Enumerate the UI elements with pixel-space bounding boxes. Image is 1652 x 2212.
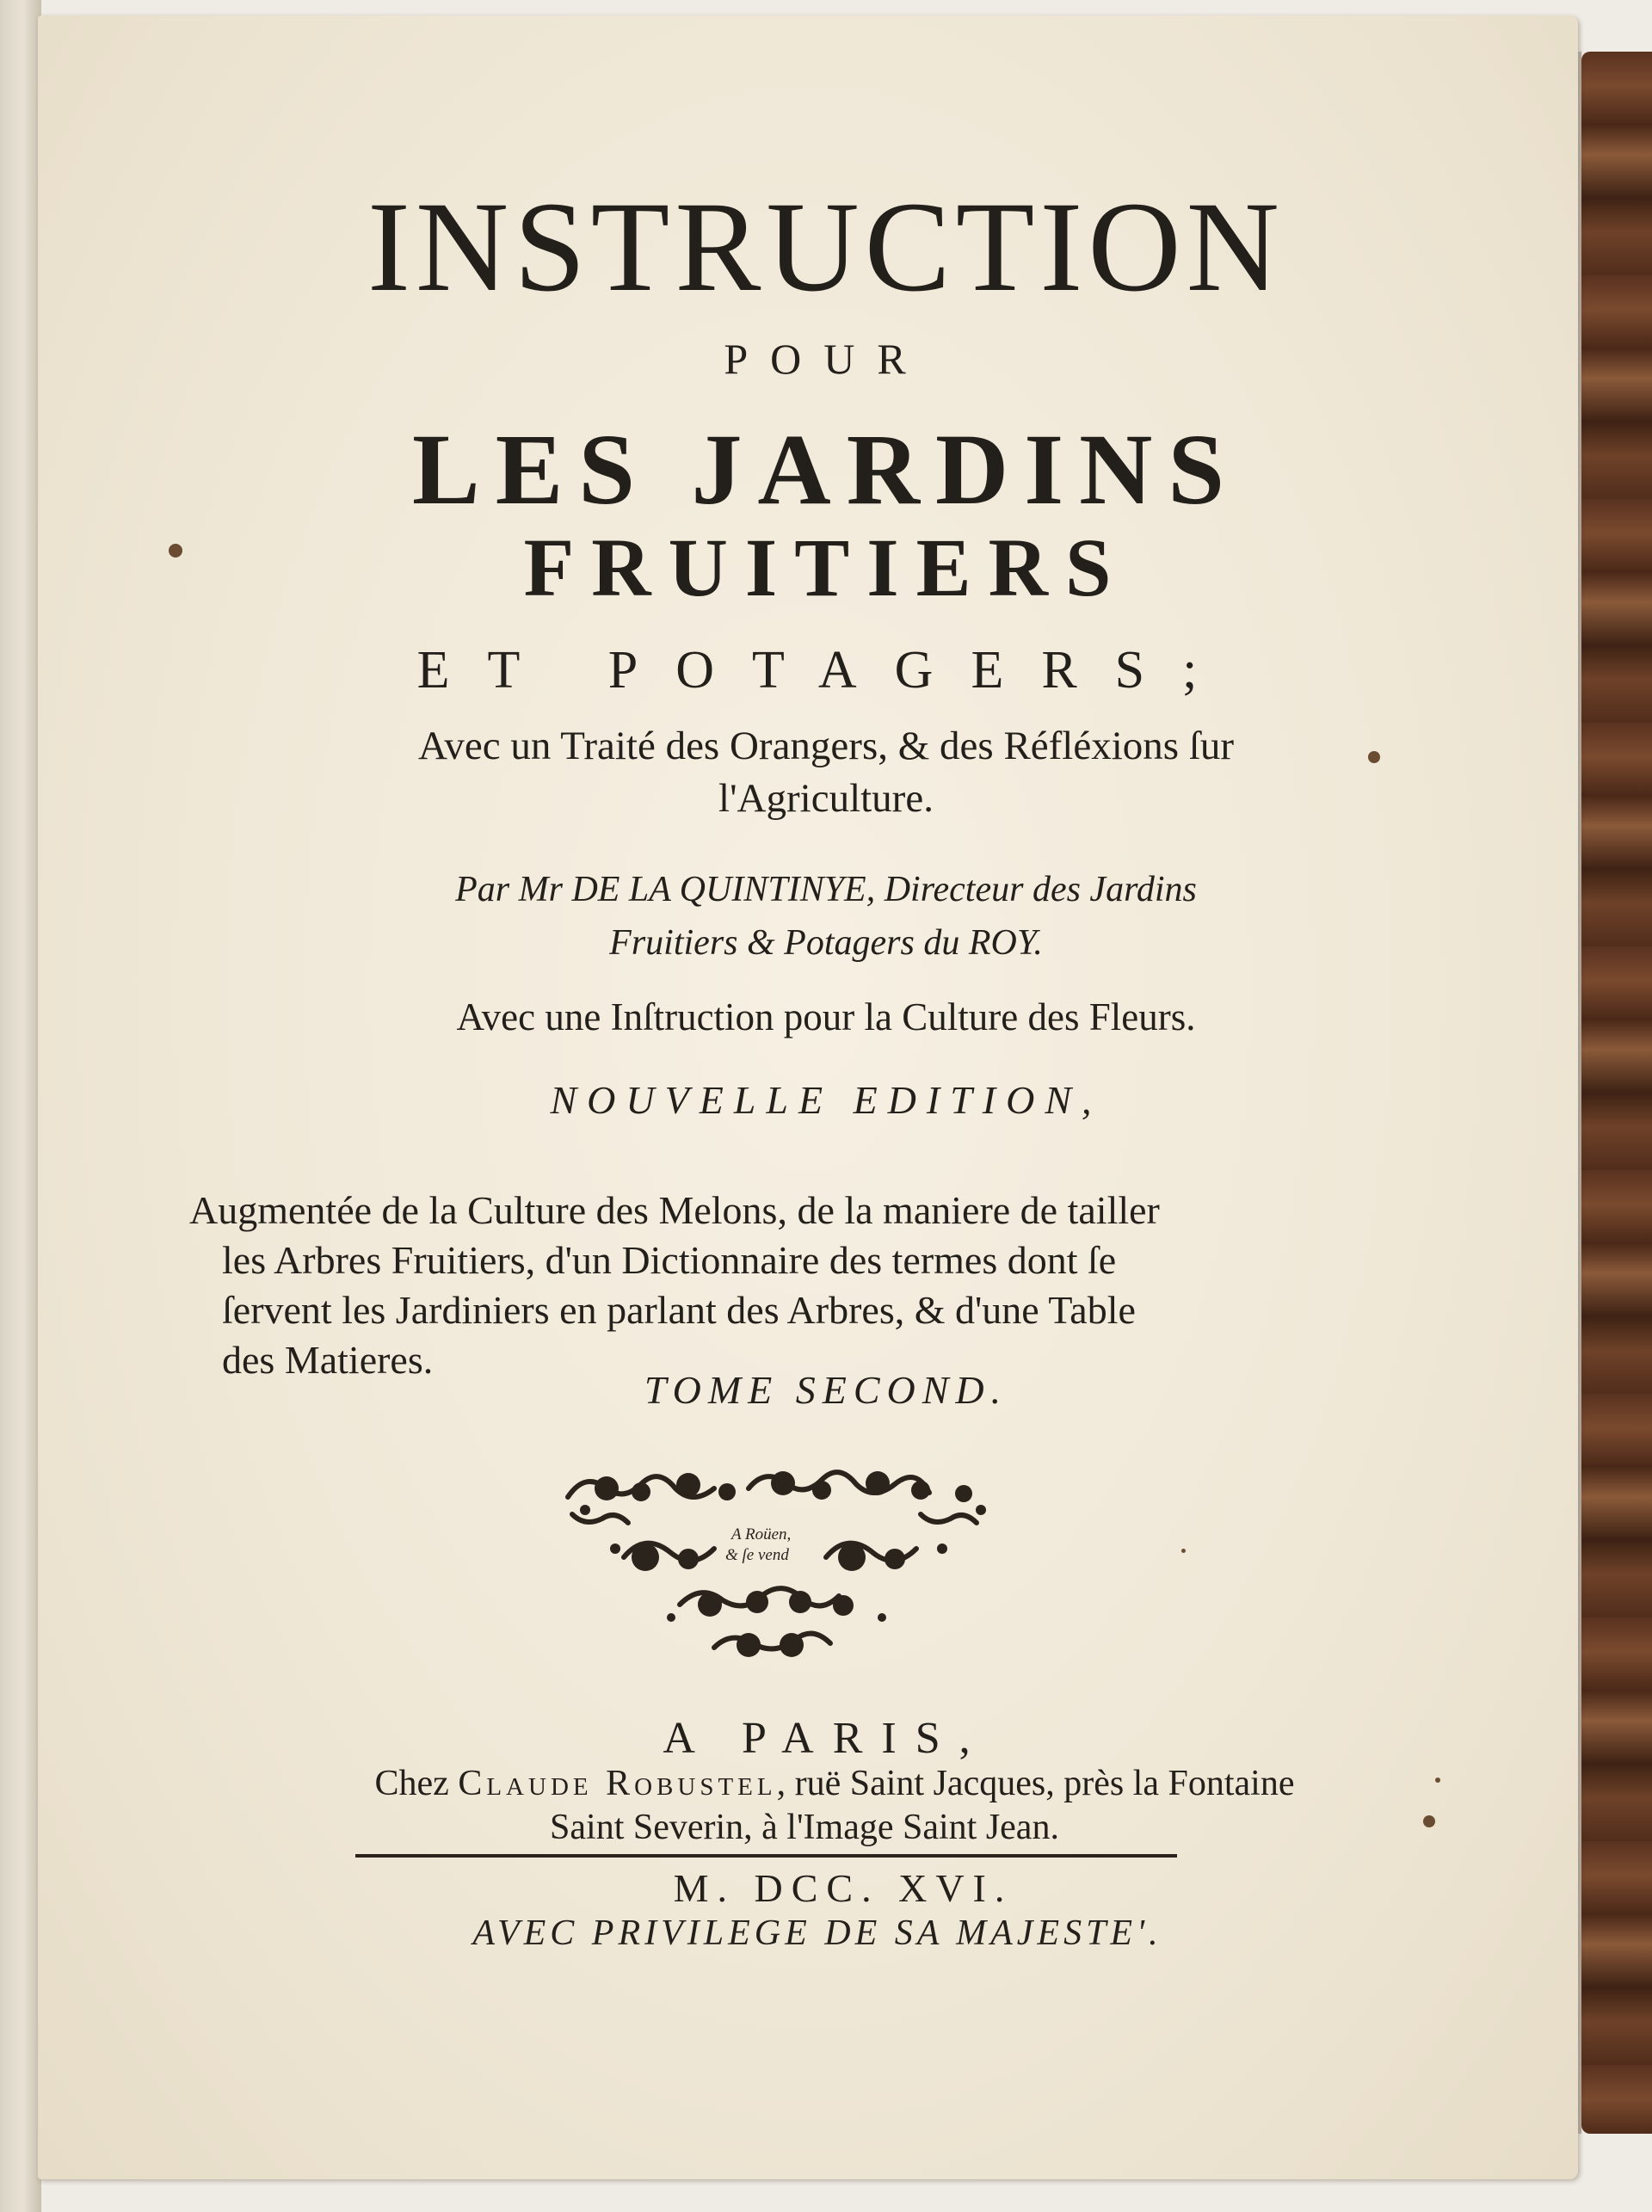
volume-line: TOME SECOND.	[644, 1368, 1008, 1412]
privilege-line: AVEC PRIVILEGE DE SA MAJESTE'.	[472, 1913, 1162, 1953]
foxing-spot	[1181, 1549, 1186, 1553]
imprint-address: , ruë Saint Jacques, près la Fontaine	[776, 1764, 1295, 1803]
title-jardins: LES JARDINS	[412, 413, 1240, 526]
augmented-line-4: des Matieres.	[222, 1338, 434, 1382]
flowers-instruction-line: Avec une Inſtruction pour la Culture des Fleurs.	[456, 995, 1196, 1038]
imprint-printer-line-1	[9, 1765, 1652, 1802]
author-line-1: Par Mr DE LA QUINTINYE, Directeur des Jardins	[455, 870, 1197, 909]
imprint-printer-line-2: Saint Severin, à l'Image Saint Jean.	[550, 1808, 1059, 1847]
imprint-rule	[355, 1854, 1177, 1858]
augmented-line-1: Augmentée de la Culture des Melons, de la maniere de tailler	[189, 1188, 1160, 1232]
printers-ornament-icon	[551, 1463, 998, 1678]
edition-line: NOUVELLE EDITION,	[550, 1078, 1102, 1122]
title-fruitiers: FRUITIERS	[523, 521, 1129, 613]
imprint-chez: Chez	[374, 1764, 449, 1803]
imprint-date: M. DCC. XVI.	[673, 1866, 1014, 1910]
ornament-text-vend: & ſe vend	[725, 1546, 789, 1564]
ornament-text-rouen: A Roüen,	[731, 1525, 792, 1543]
printer-name: Claude Robustel	[458, 1764, 777, 1803]
title-potagers: ET POTAGERS;	[416, 641, 1236, 699]
subtitle-line-1: Avec un Traité des Orangers, & des Réfléxions ſur	[417, 724, 1235, 768]
augmented-line-3: ſervent les Jardiniers en parlant des Arbres, & d'une Table	[222, 1288, 1136, 1332]
imprint-place: A PARIS,	[663, 1714, 989, 1763]
augmented-line-2: les Arbres Fruitiers, d'un Dictionnaire des termes dont ſe	[222, 1238, 1117, 1282]
subtitle-line-2: l'Agriculture.	[718, 776, 934, 821]
title-pour: POUR	[724, 335, 928, 383]
author-line-2: Fruitiers & Potagers du ROY.	[609, 923, 1043, 963]
book-title: INSTRUCTION	[367, 176, 1285, 318]
